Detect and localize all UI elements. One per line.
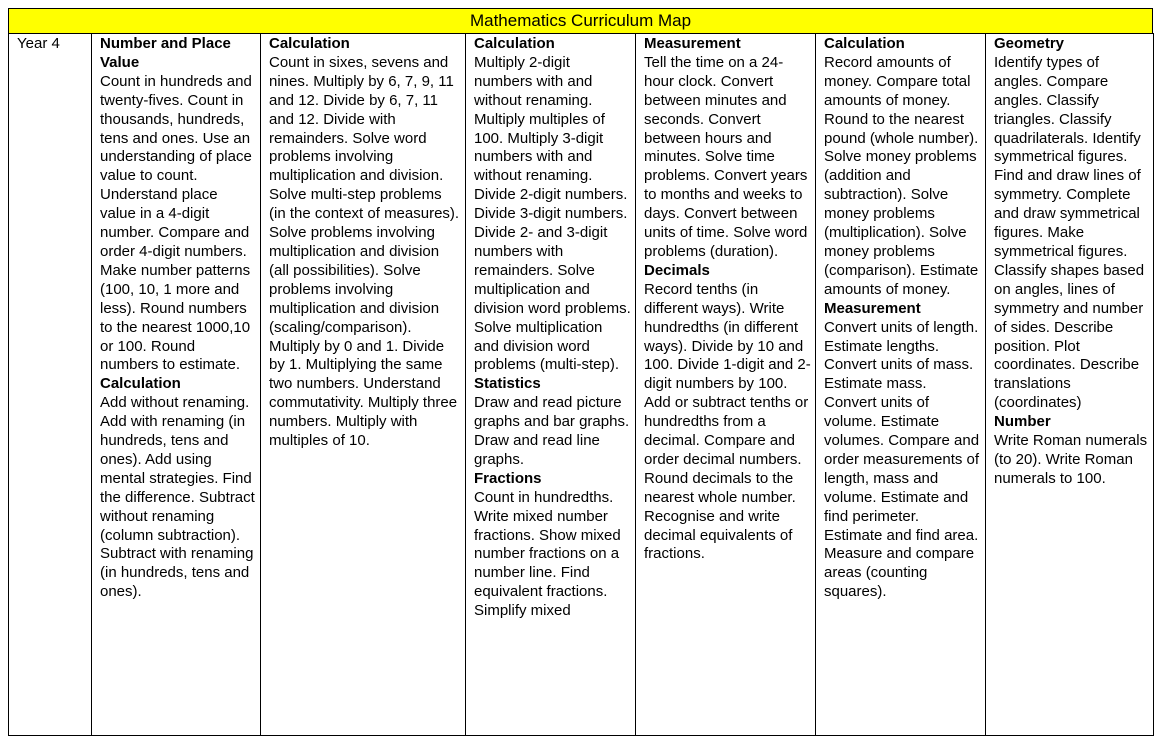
section-heading: Geometry	[994, 35, 1065, 52]
section-heading: Decimals	[644, 261, 710, 279]
section-heading: Calculation	[269, 35, 350, 52]
document-title: Mathematics Curriculum Map	[8, 8, 1153, 34]
section-heading: Calculation	[100, 375, 181, 393]
section-text: Write Roman numerals (to 20). Write Roman numerals to 100.	[994, 432, 1148, 487]
curriculum-table	[8, 33, 1154, 736]
column-cell-2	[261, 34, 466, 736]
section-text: Count in hundreds and twenty-fives. Count in thousands, hundreds, tens and ones. Use an understanding of place value to count. Understand place value in a 4-digit number. Compare and order 4-digit numbers. Make number patterns (100, 10, 1 more and less). Round numbers to the nearest 1000,10 or 100. Round numbers to estimate.	[100, 72, 252, 374]
section-text: Count in hundredths. Write mixed number fractions. Show mixed number fractions on a number line. Find equivalent fractions. Simplify mixed	[474, 488, 621, 620]
section-heading: Calculation	[474, 35, 555, 52]
section-heading: Measurement	[644, 35, 741, 52]
column-cell-3	[466, 34, 636, 736]
section-heading: Number and Place Value	[100, 35, 231, 71]
curriculum-document	[8, 8, 1153, 735]
column-cell-5	[816, 34, 986, 736]
column-cell-1	[92, 34, 261, 736]
table-row-year-4	[9, 34, 1154, 736]
column-cell-6	[986, 34, 1154, 736]
section-text: Tell the time on a 24-hour clock. Convert between minutes and seconds. Convert between hours and minutes. Solve time problems. Convert years to months and weeks to days. Convert between units of time. Solve word problems (duration).	[644, 53, 808, 260]
section-text: Record tenths (in different ways). Write hundredths (in different ways). Divide by 10 and 100. Divide 1-digit and 2-digit numbers by 100. Add or subtract tenths or hundredths from a decimal. Compare and order decimal numbers. Round decimals to the nearest whole number. Recognise and write decimal equivalents of fractions.	[644, 280, 811, 563]
section-text: Record amounts of money. Compare total amounts of money. Round to the nearest pound (whole number). Solve money problems (addition and subtraction). Solve money problems (multiplication). Solve money problems (comparison). Estimate amounts of money.	[824, 53, 979, 298]
year-cell	[9, 34, 92, 736]
column-cell-4	[636, 34, 816, 736]
section-text: Draw and read picture graphs and bar graphs. Draw and read line graphs.	[474, 394, 630, 468]
section-heading: Measurement	[824, 299, 921, 317]
section-text: Identify types of angles. Compare angles. Classify triangles. Classify quadrilaterals. Identify symmetrical figures. Find and draw lines of symmetry. Complete and draw symmetrical figures. Make symmetrical figures. Classify shapes based on angles, lines of symmetry and number of sides. Describe position. Plot coordinates. Describe translations (coordinates)	[994, 53, 1145, 412]
section-text: Convert units of length. Estimate lengths. Convert units of mass. Estimate mass. Convert units of volume. Estimate volumes. Compare and order measurements of length, mass and volume. Estimate and find perimeter. Estimate and find area. Measure and compare areas (counting squares).	[824, 318, 980, 601]
section-text: Add without renaming. Add with renaming (in hundreds, tens and ones). Add using mental strategies. Find the difference. Subtract without renaming (column subtraction). Subtract with renaming (in hundreds, tens and ones).	[100, 394, 255, 601]
section-heading: Calculation	[824, 35, 905, 52]
section-heading: Fractions	[474, 469, 542, 487]
section-text: Multiply 2-digit numbers with and without renaming. Multiply multiples of 100. Multiply 3-digit numbers with and without renaming. Divide 2-digit numbers. Divide 3-digit numbers. Divide 2- and 3-digit numbers with remainders. Solve multiplication and division word problems. Solve multiplication and division word problems (multi-step).	[474, 53, 631, 374]
section-heading: Statistics	[474, 375, 541, 393]
section-heading: Number	[994, 413, 1051, 431]
section-text: Count in sixes, sevens and nines. Multiply by 6, 7, 9, 11 and 12. Divide by 6, 7, 11 and 12. Divide with remainders. Solve word problems involving multiplication and division. Solve multi-step problems (in the context of measures). Solve problems involving multiplication and division (all possibilities). Solve problems involving multiplication and division (scaling/comparison). Multiply by 0 and 1. Divide by 1. Multiplying the same two numbers. Understand commutativity. Multiply three numbers. Multiply with multiples of 10.	[269, 53, 460, 450]
year-label: Year 4	[17, 35, 60, 52]
